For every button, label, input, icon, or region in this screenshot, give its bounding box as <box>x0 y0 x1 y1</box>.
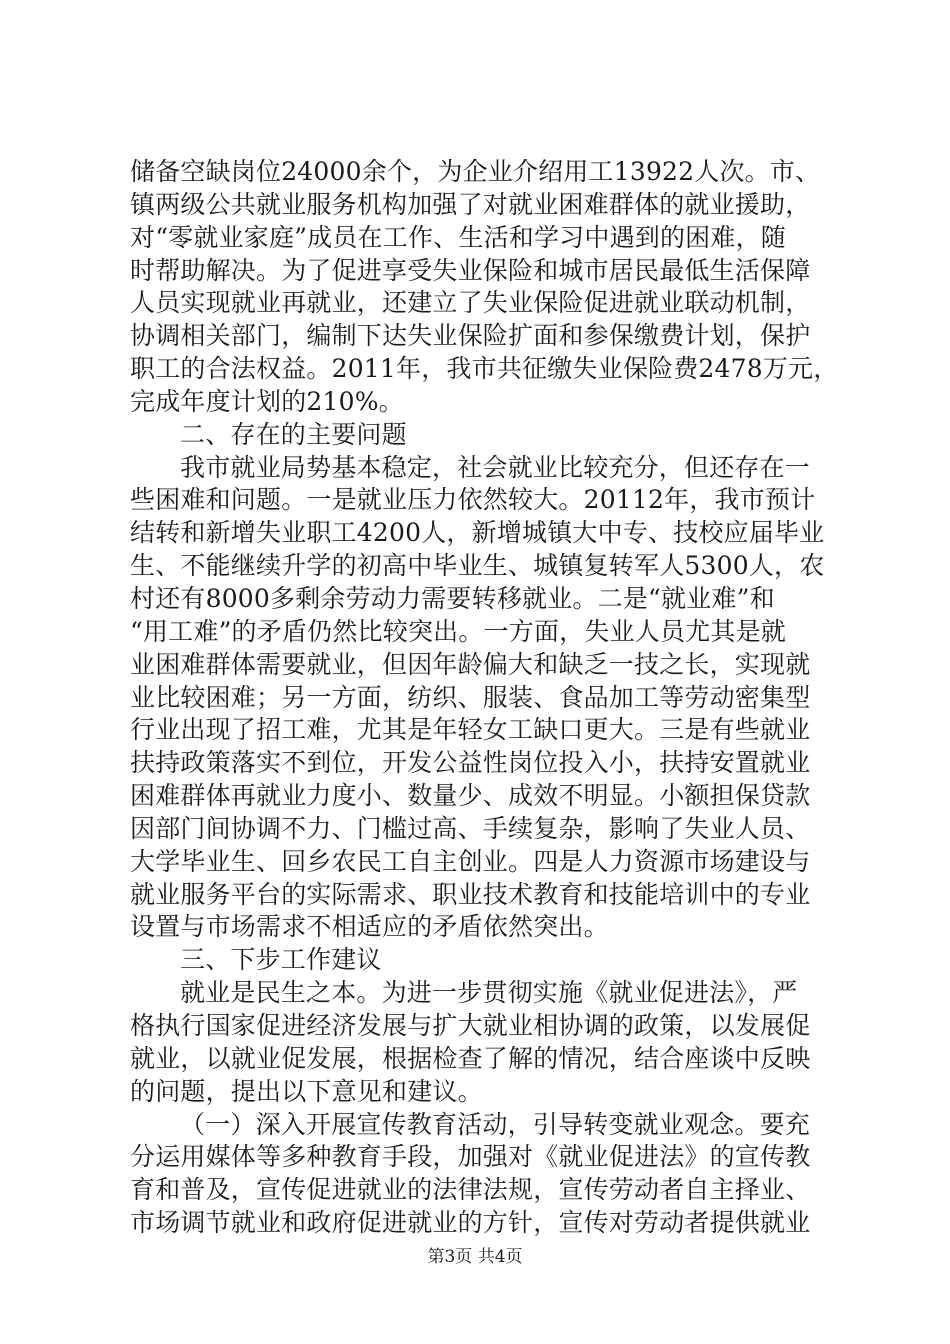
text-line: 就业，以就业促发展，根据检查了解的情况，结合座谈中反映 <box>130 1043 811 1073</box>
text-line: 大学毕业生、回乡农民工自主创业。四是人力资源市场建设与 <box>130 846 811 876</box>
text-line: 就业是民生之本。为进一步贯彻实施《就业促进法》，严 <box>180 978 798 1008</box>
text-line: 行业出现了招工难，尤其是年轻女工缺口更大。三是有些就业 <box>130 715 811 745</box>
text-line: 困难群体再就业力度小、数量少、成效不明显。小额担保贷款 <box>130 781 811 810</box>
text-line: 时帮助解决。为了促进享受失业保险和城市居民最低生活保障 <box>130 255 811 285</box>
text-line: 些困难和问题。一是就业压力依然较大。20112年，我市预计 <box>130 485 816 515</box>
text-line: 村还有8000多剩余劳动力需要转移就业。二是“就业难”和 <box>130 584 775 613</box>
text-line: 分运用媒体等多种教育手段，加强对《就业促进法》的宣传教 <box>130 1142 811 1172</box>
text-line: 的问题，提出以下意见和建议。 <box>130 1076 483 1106</box>
text-line: 我市就业局势基本稳定，社会就业比较充分，但还存在一 <box>180 452 811 482</box>
text-line: 职工的合法权益。2011年，我市共征缴失业保险费2478万元， <box>130 354 839 384</box>
text-line: 结转和新增失业职工4200人，新增城镇大中专、技校应届毕业 <box>130 518 825 548</box>
text-line: 业比较困难；另一方面，纺织、服装、食品加工等劳动密集型 <box>130 682 811 712</box>
text-line: 育和普及，宣传促进就业的法律法规，宣传劳动者自主择业、 <box>130 1175 811 1205</box>
section-heading: 二、存在的主要问题 <box>180 419 407 449</box>
text-line: 完成年度计划的210%。 <box>130 386 404 416</box>
text-line: （一）深入开展宣传教育活动，引导转变就业观念。要充 <box>180 1109 811 1139</box>
text-line: 协调相关部门，编制下达失业保险扩面和参保缴费计划，保护 <box>130 321 811 351</box>
text-line: 设置与市场需求不相适应的矛盾依然突出。 <box>130 912 609 942</box>
text-line: 镇两级公共就业服务机构加强了对就业困难群体的就业援助， <box>130 189 811 219</box>
text-line: 扶持政策落实不到位，开发公益性岗位投入小，扶持安置就业 <box>130 748 811 778</box>
text-line: 市场调节就业和政府促进就业的方针，宣传对劳动者提供就业 <box>130 1208 811 1237</box>
text-line: 人员实现就业再就业，还建立了失业保险促进就业联动机制， <box>130 288 811 318</box>
section-heading: 三、下步工作建议 <box>180 945 382 975</box>
text-line: 格执行国家促进经济发展与扩大就业相协调的政策，以发展促 <box>130 1010 811 1040</box>
text-line: “用工难”的矛盾仍然比较突出。一方面，失业人员尤其是就 <box>130 616 786 646</box>
text-line: 对“零就业家庭”成员在工作、生活和学习中遇到的困难，随 <box>130 222 786 252</box>
text-line: 就业服务平台的实际需求、职业技术教育和技能培训中的专业 <box>130 879 811 909</box>
page-number: 第3页 共4页 <box>427 1247 523 1267</box>
text-line: 因部门间协调不力、门槛过高、手续复杂，影响了失业人员、 <box>130 813 811 843</box>
text-line: 业困难群体需要就业，但因年龄偏大和缺乏一技之长，实现就 <box>130 649 811 679</box>
text-line: 储备空缺岗位24000余个，为企业介绍用工13922人次。市、 <box>130 157 821 186</box>
text-line: 生、不能继续升学的初高中毕业生、城镇复转军人5300人，农 <box>130 551 825 581</box>
